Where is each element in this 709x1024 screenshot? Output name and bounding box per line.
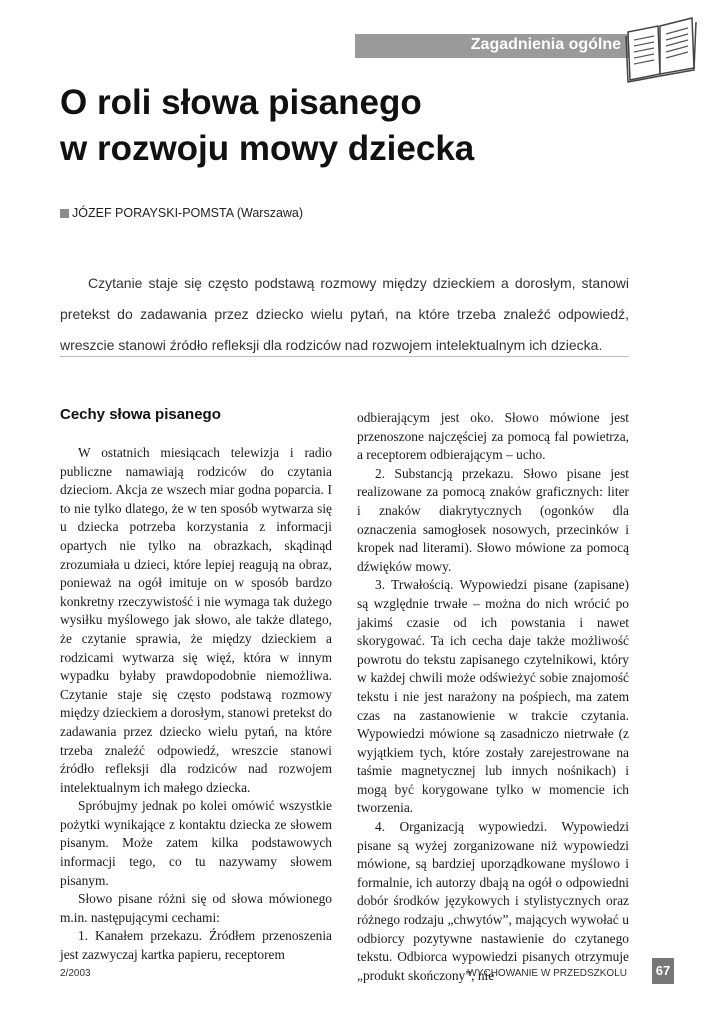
section-heading: Cechy słowa pisanego <box>60 406 221 423</box>
footer-journal: WYCHOWANIE W PRZEDSZKOLU <box>467 968 627 979</box>
author-line <box>60 206 303 220</box>
article-title <box>60 80 474 172</box>
title-line-2: w rozwoju mowy dziecka <box>60 129 475 168</box>
paragraph: 1. Kanałem przekazu. Źródłem przenoszenia jest zazwyczaj kartka papieru, receptorem <box>60 928 332 963</box>
paragraph: W ostatnich miesiącach telewizja i radio publiczne namawiają rodziców do czytania dzieciom. Akcja ze wszech miar godna poparcia. I to nie tylko dlatego, że w ten sposób wytwarza się u dziecka potrzeba korzystania z informacji opartych nie tylko na obrazkach, skądinąd zrozumiała u dzieci, które lepiej reagują na obraz, ponieważ na ogół imituje on w sposób bardzo konkretny rzeczywistość i nie wymaga tak dużego wysiłku myślowego jak słowo, ale także dlatego, że czytanie sprawia, że między dzieckiem a rodzicami wytwarza się więź, która w innym wypadku byłaby prawdopodobnie niemożliwa. Czytanie staje się często podstawą rozmowy między dzieckiem a dorosłym, stanowi pretekst do zadawania przez dziecko wielu pytań, na które trzeba znaleźć odpowiedź, wreszcie stanowi źródło refleksji dla rodziców nad rozwojem intelektualnym ich małego dziecka. <box>60 445 332 795</box>
paragraph: Słowo pisane różni się od słowa mówionego m.in. następującymi cechami: <box>60 891 332 925</box>
left-column <box>60 444 332 965</box>
author-name: JÓZEF PORAYSKI-POMSTA (Warszawa) <box>72 206 304 220</box>
book-icon <box>622 14 700 86</box>
lead-paragraph: Czytanie staje się często podstawą rozmowy między dzieckiem a dorosłym, stanowi pretekst do zadawania przez dziecko wielu pytań, na które trzeba znaleźć odpowiedź, wreszcie stanowi źródło refleksji dla rodziców nad rozwojem intelektualnym ich dziecka. <box>60 275 629 353</box>
section-label: Zagadnienia ogólne <box>470 36 621 53</box>
title-line-1: O roli słowa pisanego <box>60 83 422 122</box>
page-number: 67 <box>652 958 674 984</box>
paragraph: 3. Trwałością. Wypowiedzi pisane (zapisane) są względnie trwałe – można do nich wrócić po jakimś czasie od ich powstania i nawet skorygować. Ta ich cecha daje także możliwość powrotu do tekstu zapisanego czytelnikowi, który w każdej chwili może odświeżyć sobie znajomość tekstu i nie jest narażony na pośpiech, ma zatem czas na zastanowienie w trakcie czytania. Wypowiedzi mówione są zasadniczo nietrwałe (z wyjątkiem tych, które zostały zarejestrowane na taśmie magnetycznej lub innych nośnikach) i mogą być korygowane tylko w momencie ich tworzenia. <box>357 577 629 816</box>
paragraph: Spróbujmy jednak po kolei omówić wszystkie pożytki wynikające z kontaktu dziecka ze słowem pisanym. Może zatem kilka podstawowych informacji tego, co tu nazywamy słowem pisanym. <box>60 798 332 888</box>
divider <box>60 356 629 357</box>
section-header-bar <box>355 34 629 58</box>
paragraph: odbierającym jest oko. Słowo mówione jest przenoszone najczęściej za pomocą fal powietrza, a receptorem odbierającym – ucho. <box>357 410 629 463</box>
author-marker-icon <box>60 209 69 218</box>
paragraph: 4. Organizacją wypowiedzi. Wypowiedzi pisane są wyżej zorganizowane niż wypowiedzi mówione, są bardziej uporządkowane myślowo i formalnie, ich autorzy dbają na ogół o odpowiedni dobór środków językowych i stylistycznych oraz różnego rodzaju „chwytów”, mających wywołać u odbiorcy pozytywne nastawienie do czytanego tekstu. Odbiorca wypowiedzi pisanych otrzymuje „produkt skończony”, nie <box>357 819 629 983</box>
right-column <box>357 409 629 985</box>
footer-issue: 2/2003 <box>60 968 91 979</box>
paragraph: 2. Substancją przekazu. Słowo pisane jest realizowane za pomocą znaków graficznych: liter i znaków diakrytycznych (ogonków dla oznaczenia samogłosek nosowych, przecinków i kropek nad literami). Słowo mówione za pomocą dźwięków mowy. <box>357 465 629 574</box>
